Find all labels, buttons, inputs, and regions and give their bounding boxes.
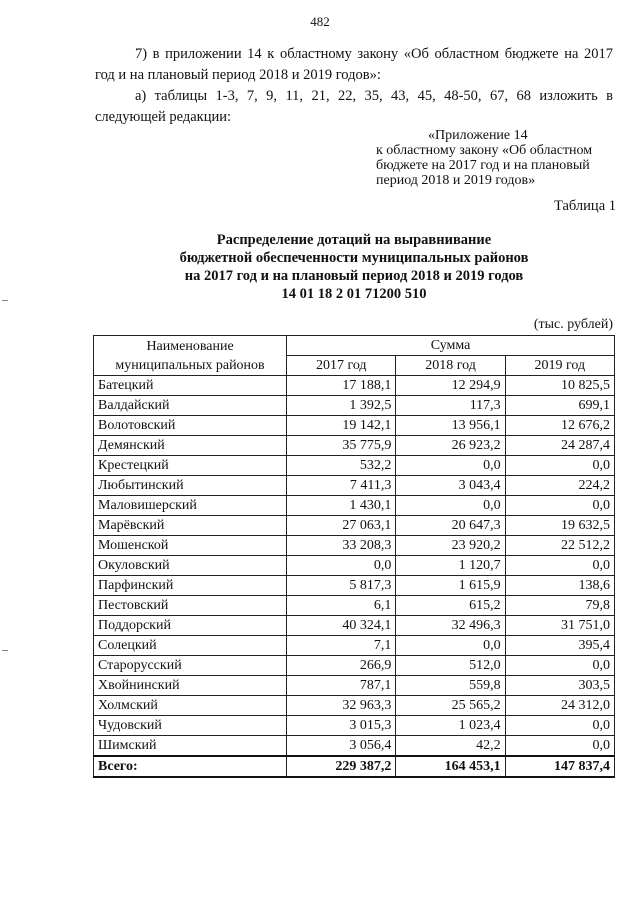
table-body: [94, 376, 615, 778]
table-row: [94, 736, 615, 757]
amount-cell: 395,4: [505, 636, 614, 656]
amount-cell: 512,0: [396, 656, 505, 676]
table-row: [94, 416, 615, 436]
amount-cell: 0,0: [396, 636, 505, 656]
page-number: 482: [310, 14, 330, 29]
amount-cell: 79,8: [505, 596, 614, 616]
table-row: [94, 656, 615, 676]
title-line: Распределение дотаций на выравнивание: [216, 232, 492, 248]
amount-cell: 25 565,2: [396, 696, 505, 716]
paragraph-tables: а) таблицы 1-3, 7, 9, 11, 21, 22, 35, 43, 45, 48-50, 67, 68 изложить в следующей редакции:: [95, 88, 613, 125]
name-column-header: Наименование муниципальных районов: [94, 336, 287, 376]
table-row: [94, 576, 615, 596]
amount-cell: 0,0: [505, 556, 614, 576]
amount-cell: 1 615,9: [396, 576, 505, 596]
amount-cell: 24 312,0: [505, 696, 614, 716]
title-line: на 2017 год и на плановый период 2018 и 2019 годов: [184, 268, 524, 284]
year-header: 2018 год: [396, 356, 505, 376]
total-value: 164 453,1: [396, 756, 505, 777]
district-name: Солецкий: [94, 636, 287, 656]
district-name: Маловишерский: [94, 496, 287, 516]
amount-cell: 12 676,2: [505, 416, 614, 436]
amount-cell: 31 751,0: [505, 616, 614, 636]
amount-cell: 615,2: [396, 596, 505, 616]
table-row: [94, 496, 615, 516]
amount-cell: 138,6: [505, 576, 614, 596]
amount-cell: 532,2: [287, 456, 396, 476]
year-header: 2019 год: [505, 356, 614, 376]
amount-cell: 19 632,5: [505, 516, 614, 536]
district-name: Батецкий: [94, 376, 287, 396]
table-row: [94, 716, 615, 736]
table-row: [94, 516, 615, 536]
table-row: [94, 556, 615, 576]
amount-cell: 1 120,7: [396, 556, 505, 576]
amount-cell: 40 324,1: [287, 616, 396, 636]
amount-cell: 13 956,1: [396, 416, 505, 436]
amount-cell: 32 963,3: [287, 696, 396, 716]
amount-cell: 1 430,1: [287, 496, 396, 516]
amount-cell: 787,1: [287, 676, 396, 696]
amount-cell: 1 023,4: [396, 716, 505, 736]
table-row: [94, 456, 615, 476]
district-name: Парфинский: [94, 576, 287, 596]
amount-cell: 20 647,3: [396, 516, 505, 536]
district-name: Любытинский: [94, 476, 287, 496]
table-row: [94, 636, 615, 656]
amount-cell: 24 287,4: [505, 436, 614, 456]
amount-cell: 0,0: [505, 456, 614, 476]
subsidy-table: [93, 335, 615, 778]
appendix-line: «Приложение 14: [428, 128, 528, 143]
amount-cell: 17 188,1: [287, 376, 396, 396]
amount-cell: 0,0: [287, 556, 396, 576]
table-row: [94, 436, 615, 456]
district-name: Чудовский: [94, 716, 287, 736]
total-value: 147 837,4: [505, 756, 614, 777]
total-label: Всего:: [94, 756, 287, 777]
sum-column-header: Сумма: [287, 336, 615, 356]
appendix-note: [376, 128, 616, 188]
amount-cell: 0,0: [505, 656, 614, 676]
amount-cell: 0,0: [505, 716, 614, 736]
amount-cell: 224,2: [505, 476, 614, 496]
margin-mark: [2, 300, 8, 301]
table-row: [94, 476, 615, 496]
district-name: Крестецкий: [94, 456, 287, 476]
table-label: Таблица 1: [553, 198, 616, 214]
table-row: [94, 376, 615, 396]
amount-cell: 0,0: [396, 496, 505, 516]
district-name: Шимский: [94, 736, 287, 757]
amount-cell: 3 015,3: [287, 716, 396, 736]
amount-cell: 5 817,3: [287, 576, 396, 596]
district-name: Холмский: [94, 696, 287, 716]
district-name: Волотовский: [94, 416, 287, 436]
table-row: [94, 396, 615, 416]
amount-cell: 35 775,9: [287, 436, 396, 456]
paragraph-amendment: 7) в приложении 14 к областному закону «Об областном бюджете на 2017 год и на плановый период 2018 и 2019 годов»:: [95, 46, 613, 83]
district-name: Демянский: [94, 436, 287, 456]
appendix-line: бюджете на 2017 год и на плановый: [376, 158, 590, 173]
table-row: [94, 536, 615, 556]
district-name: Мошенской: [94, 536, 287, 556]
amount-cell: 7 411,3: [287, 476, 396, 496]
margin-mark: [2, 650, 8, 651]
district-name: Хвойнинский: [94, 676, 287, 696]
amount-cell: 7,1: [287, 636, 396, 656]
amount-cell: 3 056,4: [287, 736, 396, 757]
amount-cell: 42,2: [396, 736, 505, 757]
amount-cell: 33 208,3: [287, 536, 396, 556]
total-row: [94, 756, 615, 777]
table-row: [94, 596, 615, 616]
district-name: Марёвский: [94, 516, 287, 536]
district-name: Валдайский: [94, 396, 287, 416]
district-name: Пестовский: [94, 596, 287, 616]
district-name: Окуловский: [94, 556, 287, 576]
amount-cell: 266,9: [287, 656, 396, 676]
units-note: (тыс. рублей): [533, 317, 613, 332]
amount-cell: 10 825,5: [505, 376, 614, 396]
amount-cell: 12 294,9: [396, 376, 505, 396]
district-name: Старорусский: [94, 656, 287, 676]
amount-cell: 303,5: [505, 676, 614, 696]
amount-cell: 19 142,1: [287, 416, 396, 436]
title-line: бюджетной обеспеченности муниципальных районов: [179, 250, 529, 266]
amount-cell: 0,0: [396, 456, 505, 476]
table-row: [94, 696, 615, 716]
amount-cell: 1 392,5: [287, 396, 396, 416]
appendix-line: к областному закону «Об областном: [376, 143, 593, 158]
district-name: Поддорский: [94, 616, 287, 636]
amount-cell: 3 043,4: [396, 476, 505, 496]
amount-cell: 26 923,2: [396, 436, 505, 456]
amount-cell: 699,1: [505, 396, 614, 416]
amount-cell: 117,3: [396, 396, 505, 416]
amount-cell: 22 512,2: [505, 536, 614, 556]
amount-cell: 6,1: [287, 596, 396, 616]
table-title: [95, 231, 613, 303]
table-row: [94, 616, 615, 636]
amount-cell: 32 496,3: [396, 616, 505, 636]
budget-code: 14 01 18 2 01 71200 510: [281, 286, 427, 302]
amount-cell: 0,0: [505, 496, 614, 516]
table-row: [94, 676, 615, 696]
amount-cell: 23 920,2: [396, 536, 505, 556]
total-value: 229 387,2: [287, 756, 396, 777]
amount-cell: 559,8: [396, 676, 505, 696]
year-header: 2017 год: [287, 356, 396, 376]
amount-cell: 0,0: [505, 736, 614, 757]
amount-cell: 27 063,1: [287, 516, 396, 536]
appendix-line: период 2018 и 2019 годов»: [376, 173, 536, 188]
